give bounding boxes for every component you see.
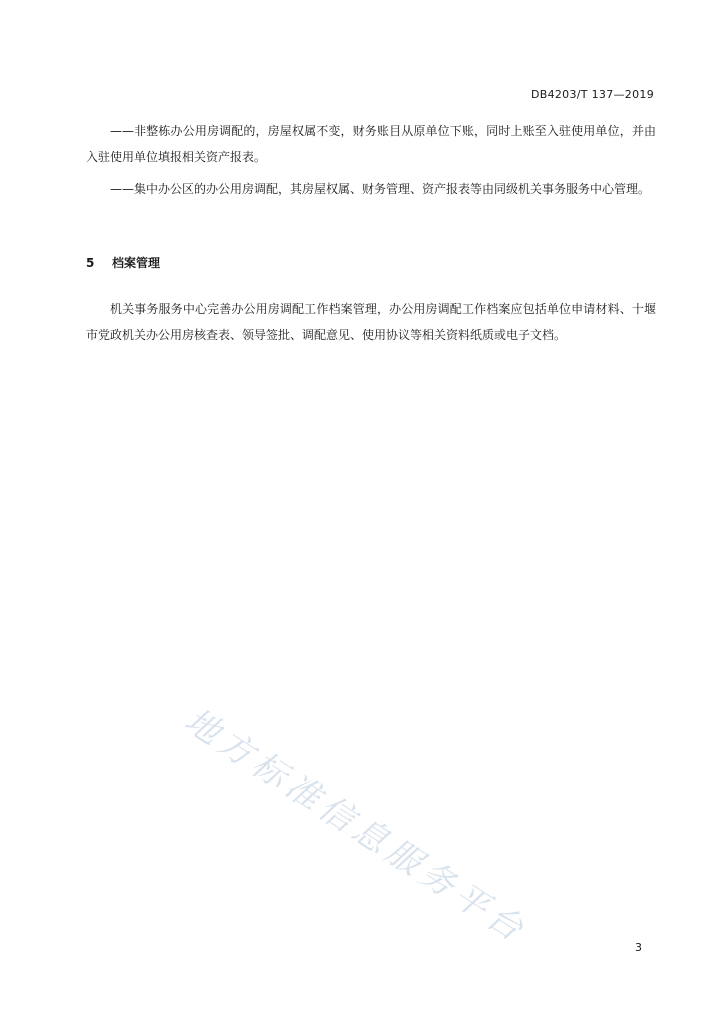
paragraph-text: ——非整栋办公用房调配的，房屋权属不变，财务账目从原单位下账，同时上账至入驻使用单位，并由入驻使用单位填报相关资产报表。 (86, 124, 656, 164)
paragraph-dash-item-1 (86, 118, 656, 170)
document-code: DB4203/T 137—2019 (530, 88, 654, 101)
paragraph-text: 机关事务服务中心完善办公用房调配工作档案管理，办公用房调配工作档案应包括单位申请材料、十堰市党政机关办公用房核查表、领导签批、调配意见、使用协议等相关资料纸质或电子文档。 (86, 302, 656, 342)
section-number: 5 (86, 256, 95, 270)
section-heading (86, 254, 160, 271)
paragraph-dash-item-2 (86, 176, 656, 202)
page-number: 3 (635, 941, 642, 954)
paragraph-archive-management (86, 296, 656, 348)
paragraph-text: ——集中办公区的办公用房调配，其房屋权属、财务管理、资产报表等由同级机关事务服务中心管理。 (110, 182, 651, 196)
watermark-text: 地方标准信息服务平台 (177, 700, 535, 953)
section-title: 档案管理 (112, 256, 161, 270)
